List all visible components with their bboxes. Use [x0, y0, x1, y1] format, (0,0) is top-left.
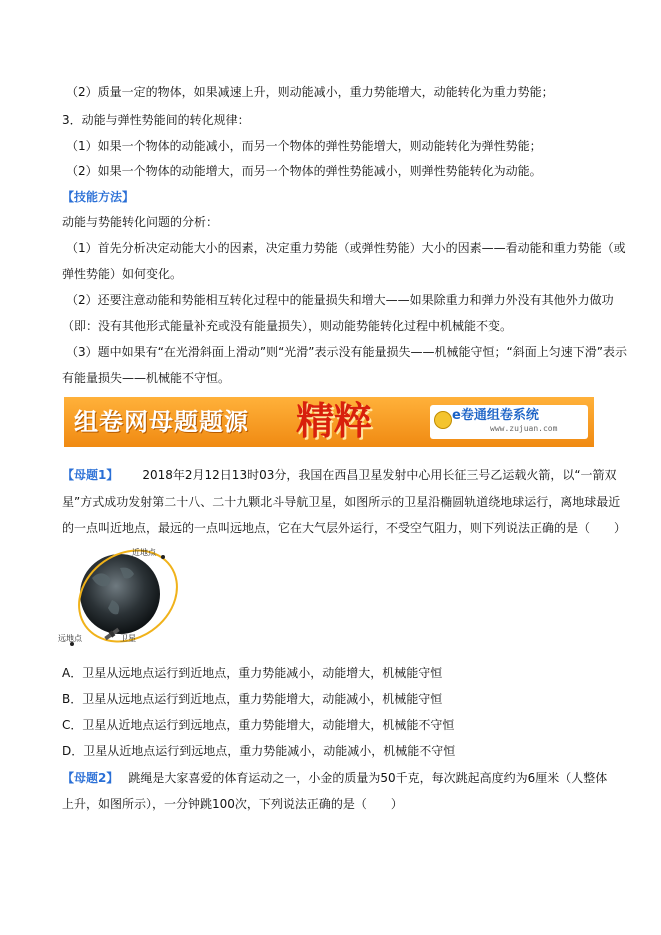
method-line-1: 动能与势能转化问题的分析：	[62, 215, 219, 229]
q1-text-1: 2018年2月12日13时03分，我国在西昌卫星发射中心用长征三号乙运载火箭，以“一箭双	[142, 468, 617, 482]
q1-option-c: C．卫星从近地点运行到远地点，重力势能增大，动能增大，机械能不守恒	[62, 718, 455, 732]
banner-big-text: 精粹	[296, 398, 373, 443]
q1-option-d: D．卫星从近地点运行到远地点，重力势能减小，动能减小，机械能不守恒	[62, 744, 456, 758]
label-sat: 卫星	[120, 634, 136, 643]
method-line-7: 有能量损失——机械能不守恒。	[62, 371, 231, 385]
orbit-figure	[58, 548, 188, 646]
banner-logo	[430, 405, 588, 439]
method-line-5: （即：没有其他形式能量补充或没有能量损失），则动能势能转化过程中机械能不变。	[62, 319, 513, 333]
q1-option-b: B．卫星从远地点运行到近地点，重力势能增大，动能减小，机械能守恒	[62, 692, 443, 706]
q2-line-1	[62, 770, 607, 786]
banner-logo-url: www.zujuan.com	[490, 424, 558, 433]
intro-line-3: （1）如果一个物体的动能减小，而另一个物体的弹性势能增大，则动能转化为弹性势能；	[66, 139, 542, 153]
method-heading: 【技能方法】	[62, 190, 135, 204]
label-near: 近地点	[132, 548, 156, 557]
intro-line-2: 3．动能与弹性势能间的转化规律：	[62, 113, 250, 127]
source-banner	[64, 397, 594, 447]
q1-tag: 【母题1】	[62, 468, 119, 482]
method-line-6: （3）题中如果有“在光滑斜面上滑动”则“光滑”表示没有能量损失——机械能守恒；“斜面上匀速下滑”表示	[66, 345, 627, 359]
intro-line-1: （2）质量一定的物体，如果减速上升，则动能减小，重力势能增大，动能转化为重力势能；	[66, 85, 554, 99]
q1-line-1	[62, 467, 617, 483]
method-line-3: 弹性势能）如何变化。	[62, 267, 183, 281]
q2-text-1: 跳绳是大家喜爱的体育运动之一，小金的质量为50千克，每次跳起高度约为6厘米（人整体	[128, 771, 608, 785]
orbit-diagram	[62, 548, 188, 646]
q1-option-a: A．卫星从远地点运行到近地点，重力势能减小，动能增大，机械能守恒	[62, 666, 443, 680]
earth	[80, 554, 160, 634]
method-line-2: （1）首先分析决定动能大小的因素，决定重力势能（或弹性势能）大小的因素——看动能和重力势能（或	[66, 241, 626, 255]
banner-logo-text: e卷通组卷系统	[452, 408, 539, 423]
q1-line-3: 的一点叫近地点，最远的一点叫远地点，它在大气层外运行，不受空气阻力，则下列说法正确的是（ ）	[62, 521, 627, 535]
q2-line-2: 上升，如图所示），一分钟跳100次，下列说法正确的是（ ）	[62, 797, 403, 811]
q1-line-2: 星”方式成功发射第二十八、二十九颗北斗导航卫星，如图所示的卫星沿椭圆轨道绕地球运行，离地球最近	[62, 495, 621, 509]
banner-title: 组卷网母题题源	[74, 408, 249, 436]
label-far: 远地点	[58, 634, 82, 643]
near-point-dot	[161, 555, 165, 559]
mascot-icon	[434, 411, 452, 429]
intro-line-4: （2）如果一个物体的动能增大，而另一个物体的弹性势能减小，则弹性势能转化为动能。	[66, 164, 542, 178]
method-line-4: （2）还要注意动能和势能相互转化过程中的能量损失和增大——如果除重力和弹力外没有其他外力做功	[66, 293, 614, 307]
q2-tag: 【母题2】	[62, 771, 119, 785]
